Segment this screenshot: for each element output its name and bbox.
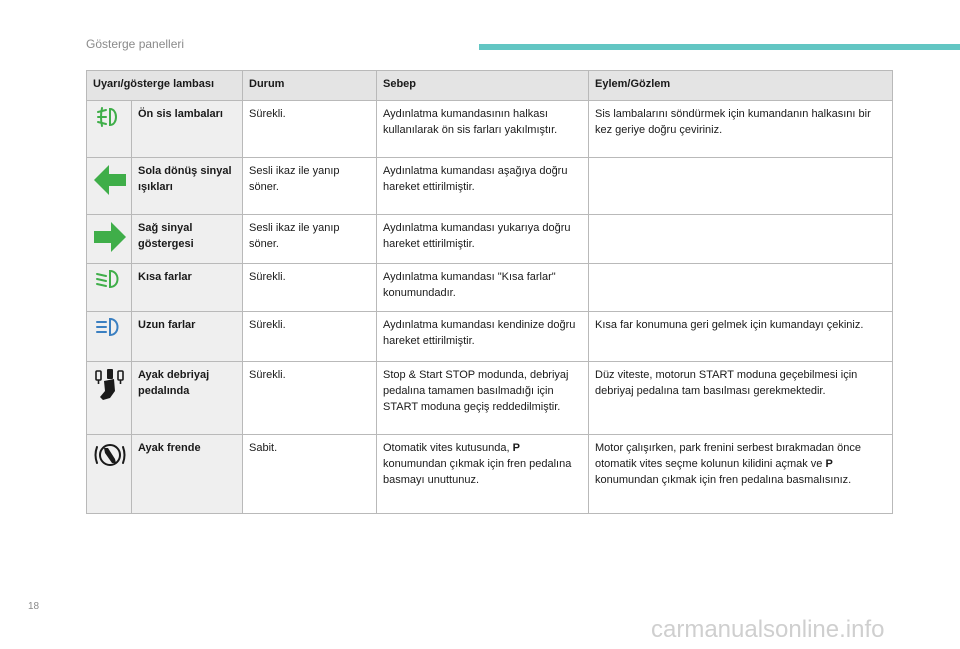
lamp-status: Sürekli.	[243, 264, 377, 312]
table-header-row	[87, 71, 893, 101]
table-row	[87, 101, 893, 158]
main-beam-icon	[95, 317, 123, 337]
lamp-icon-cell	[87, 435, 132, 514]
left-turn-arrow-icon	[93, 163, 127, 197]
lamp-icon-cell	[87, 362, 132, 435]
lamp-status: Sürekli.	[243, 312, 377, 362]
column-header-lamp: Uyarı/gösterge lambası	[87, 71, 243, 101]
foot-on-clutch-icon	[93, 367, 127, 401]
cause-text: Otomatik vites kutusunda,	[383, 442, 513, 454]
lamp-action	[589, 435, 893, 514]
table-row	[87, 362, 893, 435]
lamp-name: Sola dönüş sinyal ışıkları	[132, 158, 243, 215]
lamp-action	[589, 158, 893, 215]
lamp-name: Ayak frende	[132, 435, 243, 514]
lamp-status: Sürekli.	[243, 362, 377, 435]
lamp-action: Sis lambalarını söndürmek için kumandanın halkasını bir kez geriye doğru çeviriniz.	[589, 101, 893, 158]
lamp-icon-cell	[87, 312, 132, 362]
action-text: konumundan çıkmak için fren pedalına basmalısınız.	[595, 474, 852, 486]
lamp-status: Sabit.	[243, 435, 377, 514]
lamp-status: Sesli ikaz ile yanıp söner.	[243, 215, 377, 264]
lamp-icon-cell	[87, 215, 132, 264]
page-number: 18	[28, 601, 40, 612]
lamp-status: Sürekli.	[243, 101, 377, 158]
table-row	[87, 264, 893, 312]
lamp-status: Sesli ikaz ile yanıp söner.	[243, 158, 377, 215]
lamp-cause: Aydınlatma kumandasının halkası kullanılarak ön sis farları yakılmıştır.	[377, 101, 589, 158]
column-header-cause: Sebep	[377, 71, 589, 101]
header-accent-bar	[479, 44, 960, 50]
lamp-action	[589, 264, 893, 312]
lamp-cause: Aydınlatma kumandası aşağıya doğru hareket ettirilmiştir.	[377, 158, 589, 215]
lamp-icon-cell	[87, 158, 132, 215]
warning-lamps-table	[86, 70, 893, 514]
cause-text: konumundan çıkmak için fren pedalına basmayı unuttunuz.	[383, 458, 572, 486]
lamp-action: Kısa far konumuna geri gelmek için kumandayı çekiniz.	[589, 312, 893, 362]
right-turn-arrow-icon	[93, 220, 127, 254]
section-title: Gösterge panelleri	[86, 37, 185, 51]
lamp-name: Ön sis lambaları	[132, 101, 243, 158]
lamp-cause: Aydınlatma kumandası "Kısa farlar" konumundadır.	[377, 264, 589, 312]
action-text: Motor çalışırken, park frenini serbest bırakmadan önce otomatik vites seçme kolunun kilidini açmak ve	[595, 442, 861, 470]
column-header-action: Eylem/Gözlem	[589, 71, 893, 101]
lamp-icon-cell	[87, 264, 132, 312]
lamp-name: Ayak debriyaj pedalında	[132, 362, 243, 435]
lamp-name: Sağ sinyal göstergesi	[132, 215, 243, 264]
table-row	[87, 435, 893, 514]
lamp-icon-cell	[87, 101, 132, 158]
foot-on-brake-icon	[93, 440, 127, 470]
table-row	[87, 312, 893, 362]
watermark: carmanualsonline.info	[651, 616, 885, 643]
front-fog-lamp-icon	[96, 106, 122, 128]
gear-p-label: P	[825, 458, 833, 470]
dipped-beam-icon	[95, 269, 123, 289]
lamp-cause	[377, 435, 589, 514]
gear-p-label: P	[512, 442, 520, 454]
lamp-action	[589, 215, 893, 264]
lamp-name: Uzun farlar	[132, 312, 243, 362]
lamp-cause: Aydınlatma kumandası yukarıya doğru hareket ettirilmiştir.	[377, 215, 589, 264]
column-header-status: Durum	[243, 71, 377, 101]
table-row	[87, 158, 893, 215]
lamp-name: Kısa farlar	[132, 264, 243, 312]
lamp-cause: Stop & Start STOP modunda, debriyaj pedalına tamamen basılmadığı için START moduna geçiş reddedilmiştir.	[377, 362, 589, 435]
lamp-cause: Aydınlatma kumandası kendinize doğru hareket ettirilmiştir.	[377, 312, 589, 362]
lamp-action: Düz viteste, motorun START moduna geçebilmesi için debriyaj pedalına tam basılması gerekmektedir.	[589, 362, 893, 435]
table-row	[87, 215, 893, 264]
